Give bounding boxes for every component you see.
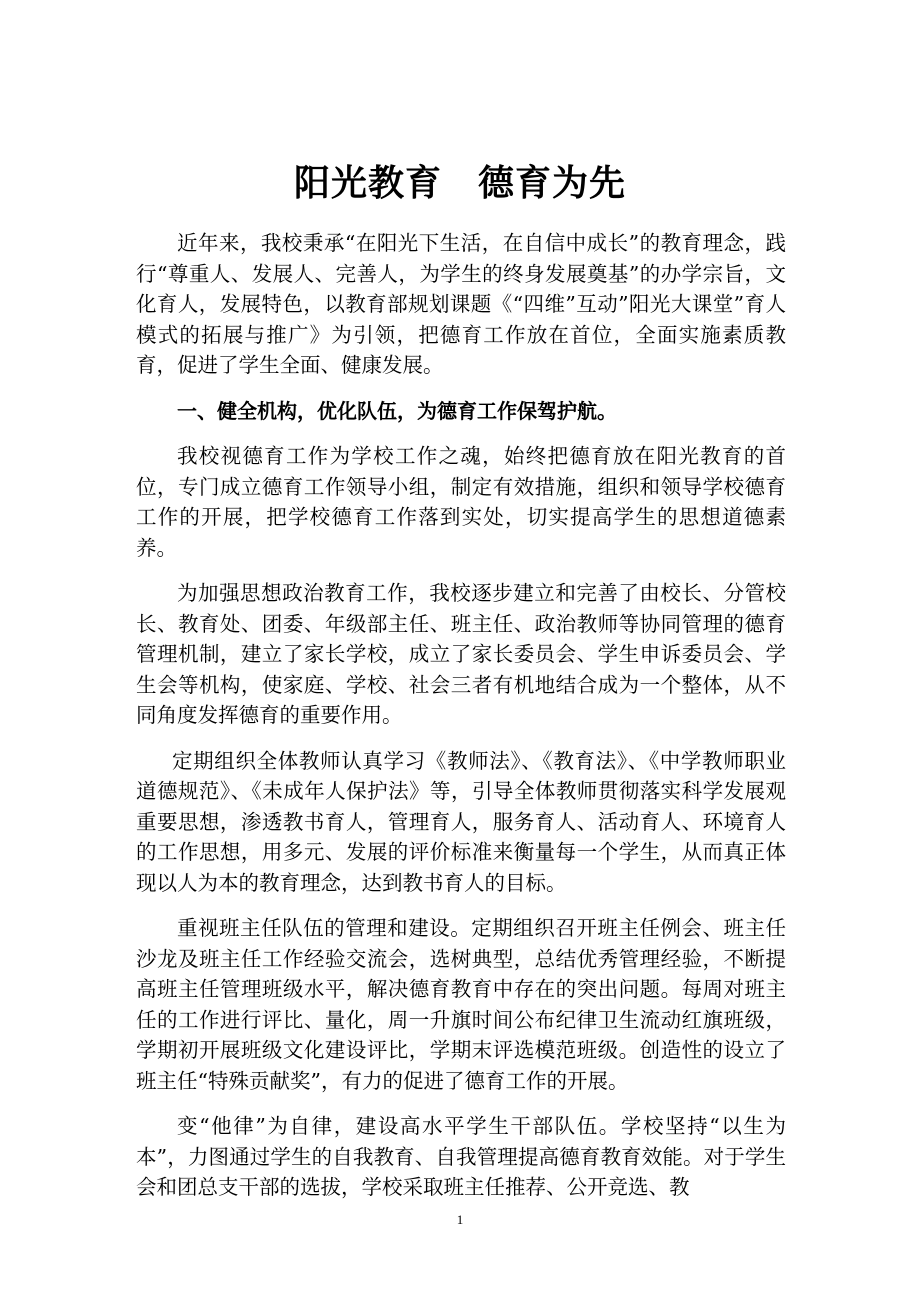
body-paragraph: 我校视德育工作为学校工作之魂，始终把德育放在阳光教育的首位，专门成立德育工作领导小组，制定有效措施，组织和领导学校德育工作的开展，把学校德育工作落到实处，切实提高学生的思想道德素养。 [136, 444, 786, 560]
document-body [136, 228, 786, 1218]
body-paragraph: 变“他律”为自律，建设高水平学生干部队伍。学校坚持“以生为本”，力图通过学生的自我教育、自我管理提高德育教育效能。对于学生会和团总支干部的选拔，学校采取班主任推荐、公开竞选、教 [136, 1114, 786, 1199]
title-part-2: 德育为先 [478, 163, 627, 204]
intro-paragraph: 近年来，我校秉承“在阳光下生活，在自信中成长”的教育理念，践行“尊重人、发展人、完善人，为学生的终身发展奠基”的办学宗旨，文化育人，发展特色，以教育部规划课题《“四维”互动”阳光大课堂”育人模式的拓展与推广》为引领，把德育工作放在首位，全面实施素质教育，促进了学生全面、健康发展。 [136, 231, 786, 377]
body-paragraph: 重视班主任队伍的管理和建设。定期组织召开班主任例会、班主任沙龙及班主任工作经验交流会，选树典型，总结优秀管理经验，不断提高班主任管理班级水平，解决德育教育中存在的突出问题。每周对班主任的工作进行评比、量化，周一升旗时间公布纪律卫生流动红旗班级，学期初开展班级文化建设评比，学期末评选模范班级。创造性的设立了班主任“特殊贡献奖”，有力的促进了德育工作的开展。 [136, 916, 786, 1093]
title-part-1: 阳光教育 [293, 163, 442, 204]
body-paragraph: 为加强思想政治教育工作，我校逐步建立和完善了由校长、分管校长、教育处、团委、年级部主任、班主任、政治教师等协同管理的德育管理机制，建立了家长学校，成立了家长委员会、学生申诉委员会、学生会等机构，使家庭、学校、社会三者有机地结合成为一个整体，从不同角度发挥德育的重要作用。 [136, 581, 786, 727]
page-number: 1 [456, 1212, 464, 1227]
document-title [0, 160, 920, 208]
section-heading: 一、健全机构，优化队伍，为德育工作保驾护航。 [177, 398, 617, 423]
body-paragraph: 定期组织全体教师认真学习《教师法》、《教育法》、《中学教师职业道德规范》、《未成年人保护法》等，引导全体教师贯彻落实科学发展观重要思想，渗透教书育人，管理育人，服务育人、活动育人、环境育人的工作思想，用多元、发展的评价标准来衡量每一个学生，从而真正体现以人为本的教育理念，达到教书育人的目标。 [136, 748, 786, 895]
